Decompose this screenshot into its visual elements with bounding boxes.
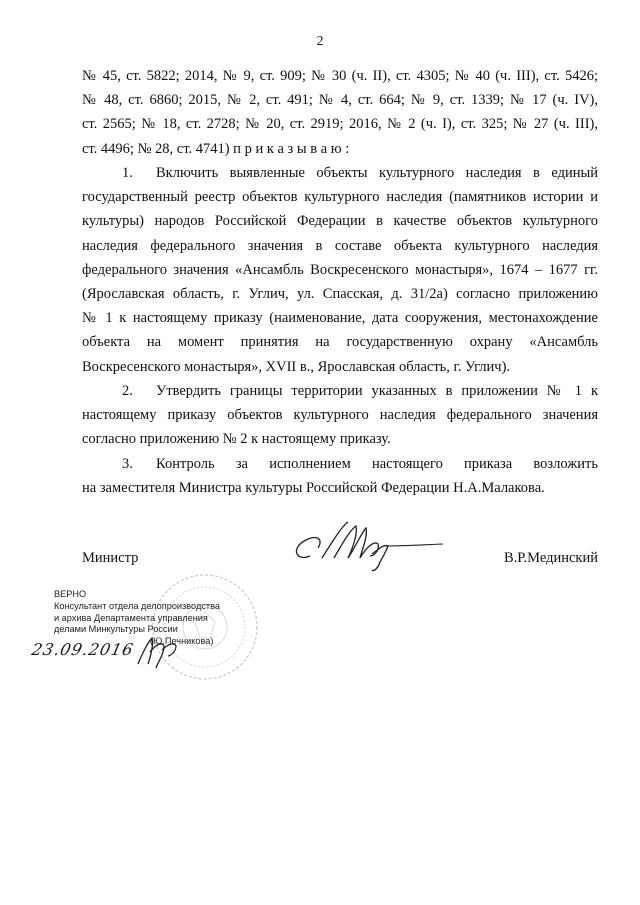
item-2-number: 2. <box>122 383 133 399</box>
handwritten-date: 23.09.2016 <box>29 640 136 659</box>
item-2 <box>82 379 598 452</box>
item-1-line: № 1 к настоящему приказу (наименование, дата сооружения, местонахождение <box>82 310 598 327</box>
item-2-line <box>82 379 598 403</box>
item-1 <box>82 161 598 379</box>
item-1-line: государственный реестр объектов культурного наследия (памятников истории и <box>82 189 598 206</box>
item-1-line: (Ярославская область, г. Углич, ул. Спасская, д. 31/2а) согласно приложению <box>82 286 598 303</box>
intro-line: № 45, ст. 5822; 2014, № 9, ст. 909; № 30 (ч. II), ст. 4305; № 40 (ч. III), ст. 5426; <box>82 68 598 84</box>
certification-name: (Ю.Печникова) <box>150 636 214 647</box>
item-1-line: объекта на момент принятия на государственную охрану «Ансамбль <box>82 334 598 351</box>
certification-line: и архива Департамента управления <box>54 612 208 623</box>
certification-line: делами Минкультуры России <box>54 624 178 635</box>
item-2-line: настоящему приказу объектов культурного наследия федерального значения <box>82 407 598 424</box>
certification-label: ВЕРНО <box>54 589 87 599</box>
item-3-line: на заместителя Министра культуры Российской Федерации Н.А.Малакова. <box>82 480 545 497</box>
item-1-line: наследия федерального значения в составе объекта культурного наследия <box>82 237 598 254</box>
intro-line: ст. 2565; № 18, ст. 2728; № 20, ст. 2919; 2016, № 2 (ч. I), ст. 325; № 27 (ч. III), <box>82 116 598 133</box>
item-3 <box>82 452 598 500</box>
item-2-line: согласно приложению № 2 к настоящему приказу. <box>82 431 391 448</box>
item-1-line: культуры) народов Российской Федерации в качестве объектов культурного <box>82 213 598 230</box>
item-1-number: 1. <box>122 165 133 181</box>
item-3-text: Контроль за исполнением настоящего приказа возложить <box>156 456 598 472</box>
item-1-line: Воскресенского монастыря», XVII в., Ярославская область, г. Углич). <box>82 358 511 375</box>
item-3-line <box>82 452 598 476</box>
signer-position: Министр <box>82 550 139 566</box>
handwritten-signature <box>288 518 448 574</box>
intro-paragraph <box>82 64 598 161</box>
certification-line: Консультант отдела делопроизводства <box>54 600 221 611</box>
intro-line: ст. 4496; № 28, ст. 4741) п р и к а з ы в а ю : <box>82 140 350 157</box>
item-1-text: Включить выявленные объекты культурного наследия в единый <box>156 165 598 181</box>
item-1-line <box>82 161 598 185</box>
item-3-number: 3. <box>122 456 133 472</box>
intro-line: № 48, ст. 6860; 2015, № 2, ст. 491; № 4, ст. 664; № 9, ст. 1339; № 17 (ч. IV), <box>82 92 598 109</box>
page-number: 2 <box>316 33 324 48</box>
item-1-line: федерального значения «Ансамбль Воскресенского монастыря», 1674 – 1677 гг. <box>82 261 598 278</box>
handwritten-initials <box>132 634 182 670</box>
item-2-text: Утвердить границы территории указанных в приложении № 1 к <box>156 383 598 399</box>
signer-name: В.Р.Мединский <box>503 550 598 566</box>
